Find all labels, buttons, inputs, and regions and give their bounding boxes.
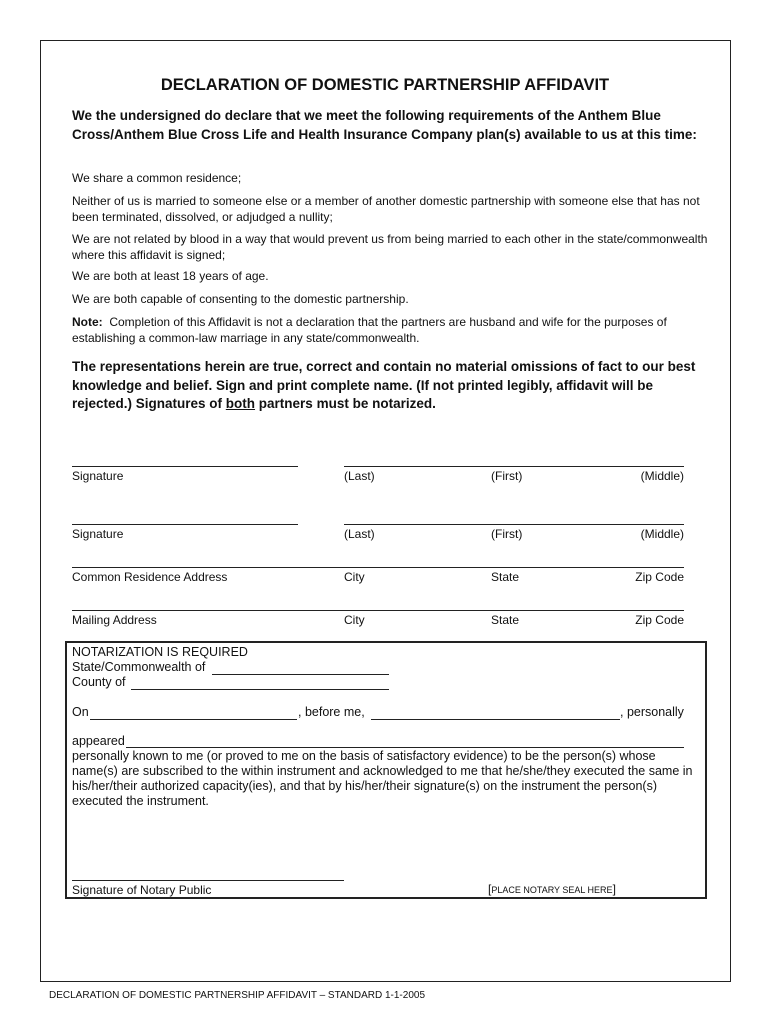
notary-signature-label: Signature of Notary Public bbox=[72, 883, 212, 897]
appeared-label: appeared bbox=[72, 734, 125, 748]
requirement-item: Neither of us is married to someone else or a member of another domestic partnership with someone else that has not been terminated, dissolved, or adjudged a nullity; bbox=[72, 194, 700, 224]
zip-label: Zip Code bbox=[635, 613, 684, 627]
common-address-line[interactable] bbox=[72, 567, 684, 568]
representation-statement bbox=[72, 358, 712, 414]
appeared-name-field[interactable] bbox=[126, 747, 684, 748]
notary-heading: NOTARIZATION IS REQUIRED bbox=[72, 645, 248, 659]
notary-seal-placeholder: [PLACE NOTARY SEAL HERE] bbox=[488, 882, 616, 896]
declaration-lead: We the undersigned do declare that we meet the following requirements of the Anthem Blue Cross/Anthem Blue Cross Life and Health Insurance Company plan(s) available to us at this time: bbox=[72, 108, 697, 142]
personally-label: , personally bbox=[620, 705, 684, 719]
zip-label: Zip Code bbox=[635, 570, 684, 584]
on-label: On bbox=[72, 705, 89, 719]
representation-text: The representations herein are true, correct and contain no material omissions of fact to our best knowledge and belief. Sign and print complete name. (If not printed legibly, affidavit will be rejected.) Signatures of bbox=[72, 359, 696, 411]
date-field[interactable] bbox=[90, 719, 297, 720]
mailing-address-label: Mailing Address bbox=[72, 613, 157, 627]
state-label: State bbox=[491, 570, 520, 584]
notary-seal-label: PLACE NOTARY SEAL HERE bbox=[491, 885, 613, 895]
state-commonwealth-field[interactable] bbox=[212, 674, 389, 675]
signature-line[interactable] bbox=[72, 466, 298, 467]
middle-name-label: (Middle) bbox=[640, 527, 684, 541]
notary-signature-line[interactable] bbox=[72, 880, 344, 881]
requirement-item: We are both capable of consenting to the domestic partnership. bbox=[72, 292, 409, 306]
before-me-label: , before me, bbox=[298, 705, 365, 719]
last-name-label: (Last) bbox=[344, 469, 375, 483]
signature-line[interactable] bbox=[72, 524, 298, 525]
requirement-item: We share a common residence; bbox=[72, 171, 242, 185]
first-name-label: (First) bbox=[491, 469, 523, 483]
document-title: DECLARATION OF DOMESTIC PARTNERSHIP AFFIDAVIT bbox=[160, 76, 610, 94]
note-text: Completion of this Affidavit is not a declaration that the partners are husband and wife for the purposes of establishing a common-law marriage in any state/commonwealth. bbox=[72, 315, 667, 345]
county-field[interactable] bbox=[131, 689, 389, 690]
city-label: City bbox=[344, 613, 365, 627]
county-label: County of bbox=[72, 675, 126, 689]
representation-text-end: partners must be notarized. bbox=[255, 396, 436, 411]
printed-name-line[interactable] bbox=[344, 466, 684, 467]
middle-name-label: (Middle) bbox=[640, 469, 684, 483]
printed-name-line[interactable] bbox=[344, 524, 684, 525]
signature-label: Signature bbox=[72, 527, 124, 541]
notary-name-field[interactable] bbox=[371, 719, 620, 720]
state-commonwealth-label: State/Commonwealth of bbox=[72, 660, 206, 674]
first-name-label: (First) bbox=[491, 527, 523, 541]
signature-label: Signature bbox=[72, 469, 124, 483]
requirement-item: We are both at least 18 years of age. bbox=[72, 269, 269, 283]
state-label: State bbox=[491, 613, 520, 627]
common-address-label: Common Residence Address bbox=[72, 570, 228, 584]
document-footer: DECLARATION OF DOMESTIC PARTNERSHIP AFFIDAVIT – STANDARD 1-1-2005 bbox=[49, 990, 426, 1001]
mailing-address-line[interactable] bbox=[72, 610, 684, 611]
last-name-label: (Last) bbox=[344, 527, 375, 541]
note-label: Note: bbox=[72, 315, 103, 329]
note-paragraph bbox=[72, 315, 712, 346]
notary-acknowledgment-text: personally known to me (or proved to me on the basis of satisfactory evidence) to be the person(s) whose name(s) are subscribed to the within instrument and acknowledged to me that he/she/they executed the same in his/her/their authorized capacity(ies), and that by his/her/their signature(s) on the instrument the person(s) executed the instrument. bbox=[72, 749, 693, 808]
representation-emphasis: both bbox=[225, 396, 256, 411]
city-label: City bbox=[344, 570, 365, 584]
requirement-item: We are not related by blood in a way that would prevent us from being married to each other in the state/commonwealth where this affidavit is signed; bbox=[72, 232, 708, 262]
